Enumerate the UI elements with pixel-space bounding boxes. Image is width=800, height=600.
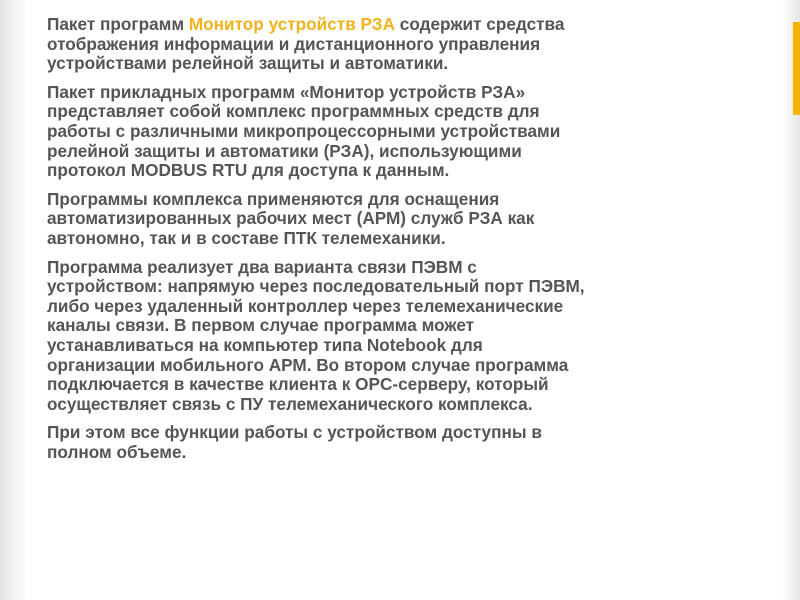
- paragraph-usage: [47, 190, 747, 249]
- text-line: При этом все функции работы с устройством доступны в: [47, 422, 542, 443]
- paragraph-connection-modes: [47, 258, 747, 415]
- text-line: отображения информации и дистанционного управления: [47, 33, 541, 54]
- text-line: релейной защиты и автоматики (РЗА), использующими: [47, 140, 522, 161]
- accent-bar: [793, 22, 800, 115]
- text-line: протокол MODBUS RTU для доступа к данным.: [47, 160, 450, 181]
- text-line: каналы связи. В первом случае программа может: [47, 315, 475, 336]
- text-line: автономно, так и в составе ПТК телемеханики.: [47, 227, 446, 248]
- text-line: подключается в качестве клиента к OPC-серверу, который: [47, 374, 549, 395]
- left-shadow-decoration: [0, 0, 28, 600]
- paragraph-intro: [47, 15, 747, 74]
- text-segment: содержит средства: [394, 14, 565, 34]
- text-line: [47, 15, 747, 35]
- text-line: представляет собой комплекс программных средств для: [47, 101, 540, 122]
- text-line: устройствами релейной защиты и автоматики.: [47, 53, 449, 74]
- text-line: автоматизированных рабочих мест (АРМ) служб РЗА как: [47, 208, 535, 229]
- text-line: полном объеме.: [47, 441, 187, 462]
- text-line: Пакет прикладных программ «Монитор устройств РЗА»: [47, 81, 526, 102]
- highlighted-product-name: Монитор устройств РЗА: [188, 14, 395, 34]
- paragraph-functions: [47, 423, 747, 462]
- text-line: либо через удаленный контроллер через телемеханические: [47, 295, 564, 316]
- text-segment: Пакет программ: [47, 14, 189, 34]
- text-line: работы с различными микропроцессорными устройствами: [47, 120, 561, 141]
- slide-content: [47, 15, 747, 471]
- text-line: Программы комплекса применяются для оснащения: [47, 188, 500, 209]
- paragraph-description: [47, 83, 747, 181]
- text-line: устанавливаться на компьютер типа Notebook для: [47, 334, 483, 355]
- text-line: устройством: напрямую через последовательный порт ПЭВМ,: [47, 276, 585, 297]
- text-line: организации мобильного АРМ. Во втором случае программа: [47, 354, 569, 375]
- text-line: осуществляет связь с ПУ телемеханического комплекса.: [47, 393, 533, 414]
- text-line: Программа реализует два варианта связи ПЭВМ с: [47, 256, 477, 277]
